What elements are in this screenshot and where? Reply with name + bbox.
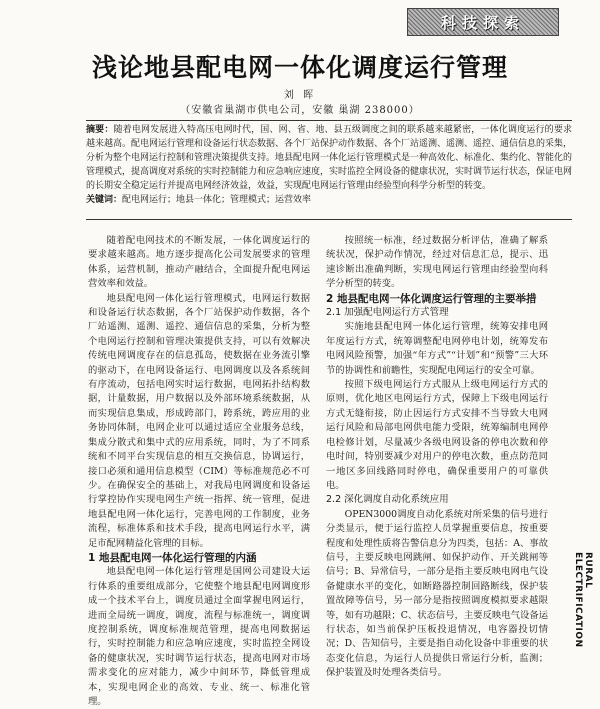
abstract-block xyxy=(86,120,572,220)
body-paragraph: 地县配电网一体化运行管理模式，电网运行数据和设备运行状态数据，各个厂站保护动作数据，各个厂站遥测、遥测、遥控、通信信息的采集，分析为整个电网运行控制和管理决策提供支持，可以有效解决传统电网调度存在的信息孤岛，使数据在业务流引擎的驱动下，在电网设备运行、电网调度以及各系统间有序流动，包括电网实时运行数据，电网拓扑结构数据，计量数据，用户数据以及外部环境系统数据，从而实现信息集成，形成跨部门，跨系统，跨应用的业务协同体制，电网企业可以通过适应全业服务总线，集成分散式和集中式的应用系统，同时，为了不同系统和不同平台实现信息的相互交换信息，协调运行，接口必须和通用信息模型（CIM）等标准规范必不可少。在确保安全的基础上，对我局电网调度和设备运行掌控协作实现电网生产统一指挥、统一管理，促进地县配电网一体化运行，完善电网的工作制度，业务流程，标准体系和技术手段，提高电网运行水平，满足市配网精益化管理的目标。 xyxy=(88,292,310,549)
section-1-text: 地县配电网一体化运行管理是国网公司建设大运行体系的重要组成部分，它使整个地县配电网调度形成一个技术平台上，调度员通过全面掌握电网运行，进而全局统一调度，调度，流程与标准统一，调度调度控制系统，调度标准规范管理，提高电网数据运行，实时控制能力和应急响应速度，实时监控全网设备的健康状况，实时调节运行状态，提高电网对市场需求变化的应对能力，减少中间环节，降低管理成本，实现电网企业的高效、专业、统一、标准化管理。 xyxy=(88,566,310,707)
right-column xyxy=(326,234,548,681)
intro-paragraph: 随着配电网技术的不断发展，一体化调度运行的要求越来越高。地方逐步提高化公司发展要求的管理体系，运营机制，推动产融结合，全面提升配电网运营效率和效益。 xyxy=(88,235,310,290)
keywords-label: 关键词： xyxy=(86,195,123,205)
subsection-2-2-text: OPEN3000调度自动化系统对所采集的信号进行分类显示，便于运行监控人员掌握重要信息，按重要程度和处理性质将告警信息分为四类，包括：A、事故信号，主要反映电网跳闸、如保护动作、开关跳闸等信号；B、异常信号，一部分是指主要反映电网电气设备健康水平的变化，如断路器控制回路断线，保护装置故障等信号，另一部分是指按照调度模拟要求越限等，如有功越限；C、状态信号，主要反映电气设备运行状态，如当前保护压板投退情况，电容器投切情况；D、告知信号，主要是指自动化设备中非重要的状态变化信息，为运行人员提供日常运行分析，监测；保护装置及时处理各类信号。 xyxy=(326,508,548,679)
subsection-2-1-text: 按照下级电网运行方式服从上级电网运行方式的原则，优化地区电网运行方式，保障上下级电网运行方式无缝衔接，防止因运行方式安排不当导致大电网运行风险和局部电网供电能力受限，统筹编制电网停电检修计划，尽量减少各级电网设备的停电次数和停电时间，特别要减少对用户的停电次数，重点防范同一地区多回线路同时停电，确保重要用户的可靠供电。 xyxy=(326,379,548,491)
subsection-2-1-heading: 2.1 加强配电网运行方式管理 xyxy=(326,307,449,319)
paper-author: 刘 晖 xyxy=(283,90,317,101)
paper-affiliation: （安徽省巢湖市供电公司，安徽 巢湖 238000） xyxy=(180,105,420,116)
section-2-heading: 2 地县配电网一体化调度运行管理的主要举措 xyxy=(326,292,537,305)
section-badge: 科技探索 xyxy=(407,8,559,36)
subsection-2-2-heading: 2.2 深化调度自动化系统应用 xyxy=(326,494,449,506)
paper-title: 浅论地县配电网一体化调度运行管理 xyxy=(91,53,508,82)
left-column xyxy=(88,234,310,709)
abstract-label: 摘要： xyxy=(86,125,114,135)
abstract-text: 随着电网发展进入特高压电网时代，国、网、省、地、县五级调度之间的联系越来越紧密，一体化调度运行的要求越来越高。配电网运行管理和设备运行状态数据、各个厂站保护动作数据、各个厂站遥测、遥测、遥控、通信信息的采集，分析为整个电网运行控制和管理决策提供支持。地县配电网一体化运行管理模式是一种高效化、标准化、集约化、智能化的管理模式，提高调度对系统的实时控制能力和应急响应速度，实时监控全网设备的健康状况，实时调节运行状态，保证电网的长期安全稳定运行并提高电网经济效益，效益，实现配电网运行管理由经验型向科学分析型的转变。 xyxy=(86,125,573,191)
journal-sidebar-label: RURAL ELECTRIFICATION xyxy=(573,552,593,648)
keywords-text: 配电网运行；地县一体化；管理模式；运营效率 xyxy=(122,195,312,205)
section-1-heading: 1 地县配电网一体化运行管理的内涵 xyxy=(88,551,257,564)
continued-paragraph: 按照统一标准，经过数据分析评估，准确了解系统状况，保护动作情况，经过对信息汇总，提示、迅速诊断出准确判断，实现电网运行管理由经验型向科学分析型的转变。 xyxy=(326,235,548,290)
subsection-2-1-text: 实施地县配电网一体化运行管理，统筹安排电网年度运行方式，统筹调整配电网停电计划，统筹发布电网风险预警，加强“年方式”“计划”和“预警”三大环节的协调性和前瞻性，实现配电网运行的安全可靠。 xyxy=(326,321,548,376)
